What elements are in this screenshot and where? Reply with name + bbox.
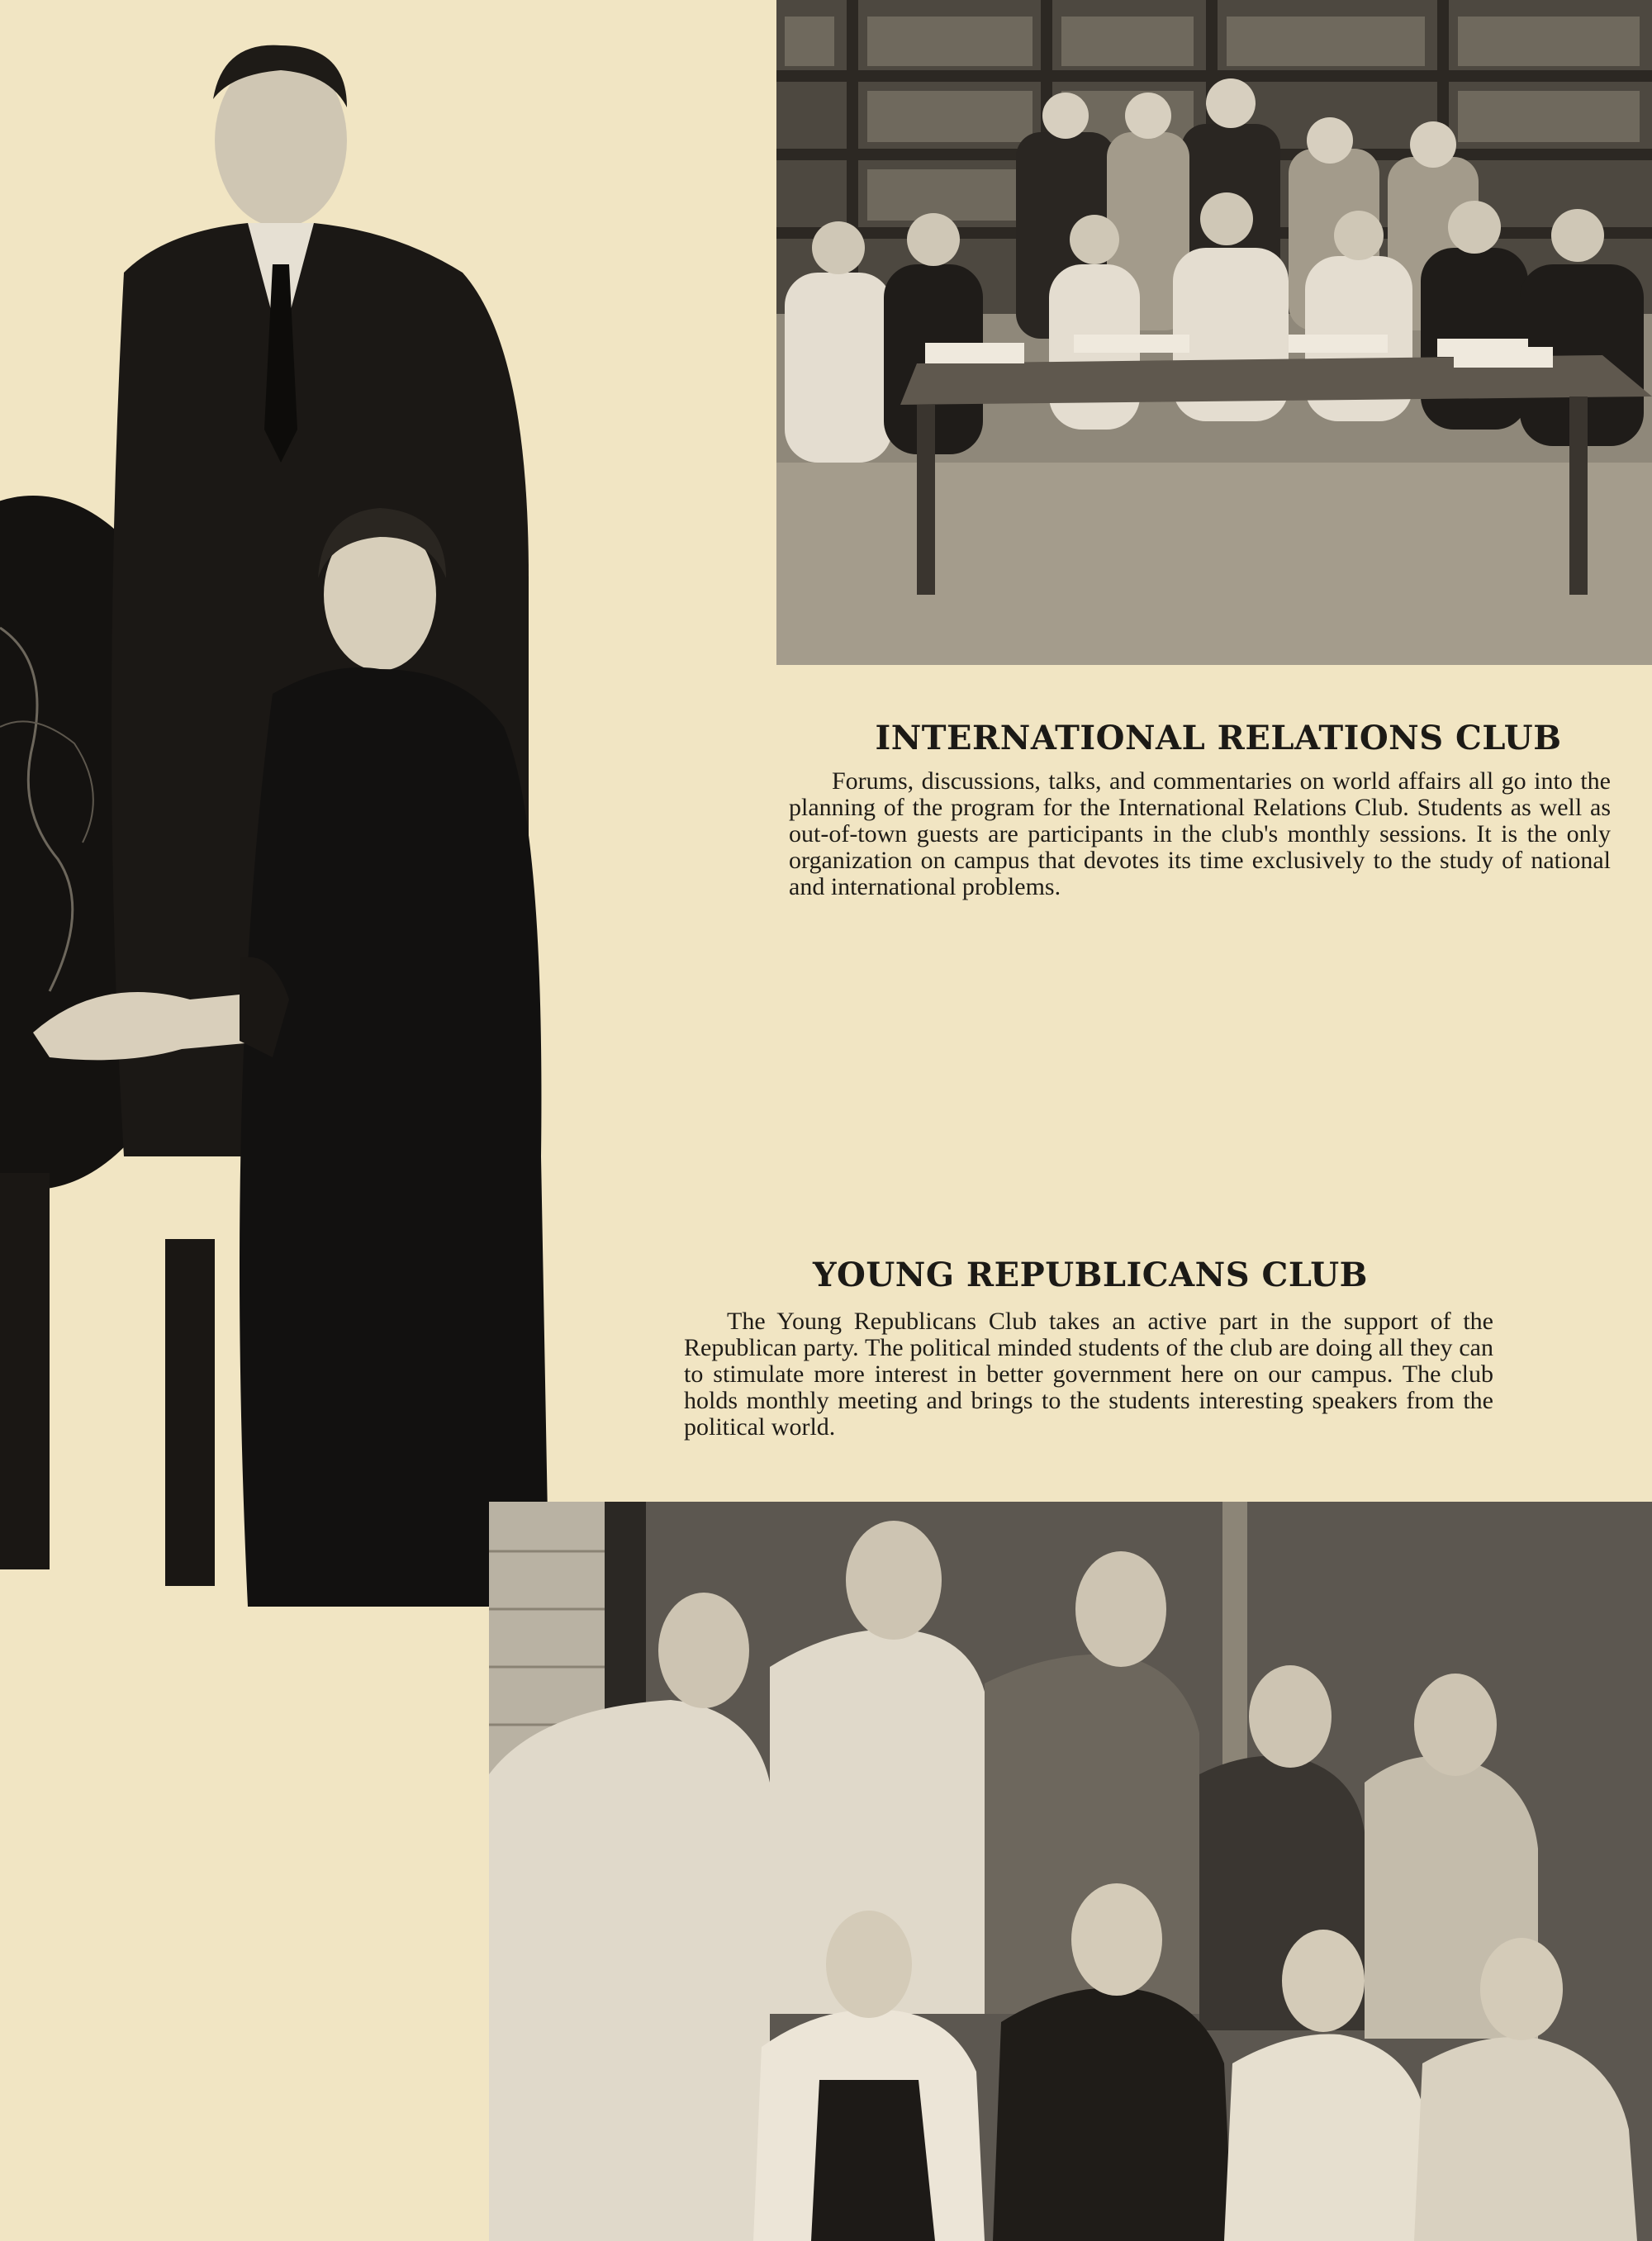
- photo-advisors-globe: [0, 0, 558, 1611]
- international-relations-club-title: INTERNATIONAL RELATIONS CLUB: [875, 719, 1562, 757]
- photo-young-republicans-club: [489, 1502, 1652, 2241]
- young-republicans-club-description: The Young Republicans Club takes an active part in the support of the Republican party. The political minded students of the club are doing all they can to stimulate more interest in better government here on our campus. The club holds monthly meeting and brings to the students interesting speakers from the political world.: [684, 1308, 1493, 1441]
- photo-international-relations-club: [776, 0, 1652, 665]
- photo-young-republicans-club-image: [489, 1502, 1652, 2241]
- young-republicans-club-title: YOUNG REPUBLICANS CLUB: [813, 1256, 1368, 1294]
- international-relations-club-description: Forums, discussions, talks, and commentaries on world affairs all go into the planning of the program for the International Relations Club. Students as well as out-of-town guests are participants in the club's monthly sessions. It is the only organization on campus that devotes its time exclusively to the study of national and international problems.: [789, 767, 1611, 900]
- photo-international-relations-club-image: [776, 0, 1652, 665]
- photo-advisors-globe-image: [0, 0, 558, 1611]
